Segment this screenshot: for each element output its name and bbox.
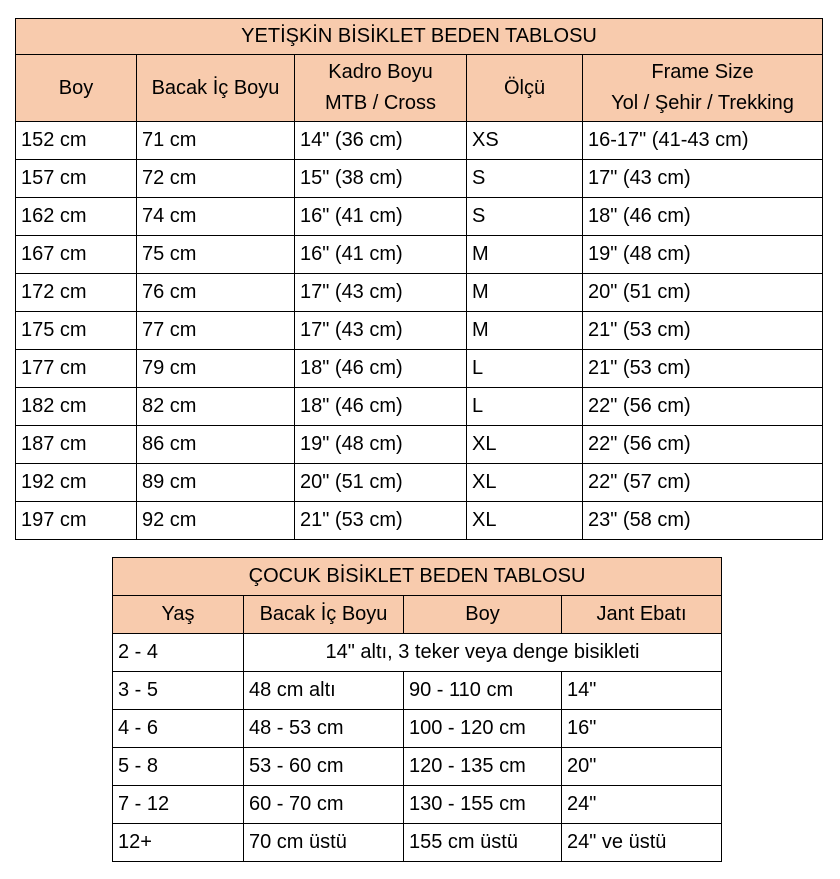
- table-row: [16, 198, 823, 236]
- table-cell: 82 cm: [137, 388, 295, 426]
- table-cell: L: [467, 350, 583, 388]
- adult-table-title: YETİŞKİN BİSİKLET BEDEN TABLOSU: [16, 19, 823, 55]
- table-row: [16, 312, 823, 350]
- table-row: [16, 502, 823, 540]
- table-row: [113, 824, 722, 862]
- adult-header-frame-road: Frame Size Yol / Şehir / Trekking: [583, 55, 823, 122]
- table-cell: 167 cm: [16, 236, 137, 274]
- table-cell: 18" (46 cm): [295, 388, 467, 426]
- table-cell: 152 cm: [16, 122, 137, 160]
- child-size-table: [112, 557, 722, 862]
- table-cell: 89 cm: [137, 464, 295, 502]
- table-cell: 17" (43 cm): [295, 274, 467, 312]
- table-cell: L: [467, 388, 583, 426]
- child-header-age: Yaş: [113, 596, 244, 634]
- table-cell: 20": [562, 748, 722, 786]
- adult-header-frame-mtb: Kadro Boyu MTB / Cross: [295, 55, 467, 122]
- table-cell: S: [467, 198, 583, 236]
- table-cell: 100 - 120 cm: [404, 710, 562, 748]
- child-table-title: ÇOCUK BİSİKLET BEDEN TABLOSU: [113, 558, 722, 596]
- table-cell: 3 - 5: [113, 672, 244, 710]
- table-cell: M: [467, 236, 583, 274]
- table-row: [16, 274, 823, 312]
- table-cell: 76 cm: [137, 274, 295, 312]
- table-cell: XL: [467, 426, 583, 464]
- table-cell: 4 - 6: [113, 710, 244, 748]
- table-cell: 16" (41 cm): [295, 236, 467, 274]
- table-cell: 130 - 155 cm: [404, 786, 562, 824]
- child-header-height: Boy: [404, 596, 562, 634]
- table-row: [16, 464, 823, 502]
- table-cell: 92 cm: [137, 502, 295, 540]
- table-cell-note: 14" altı, 3 teker veya denge bisikleti: [244, 634, 722, 672]
- table-cell: 74 cm: [137, 198, 295, 236]
- table-cell: 16" (41 cm): [295, 198, 467, 236]
- table-cell: 77 cm: [137, 312, 295, 350]
- table-cell: 16-17" (41-43 cm): [583, 122, 823, 160]
- table-cell: 23" (58 cm): [583, 502, 823, 540]
- table-cell: 53 - 60 cm: [244, 748, 404, 786]
- table-cell: 21" (53 cm): [583, 312, 823, 350]
- table-cell: 75 cm: [137, 236, 295, 274]
- table-cell: 17" (43 cm): [583, 160, 823, 198]
- child-header-inseam: Bacak İç Boyu: [244, 596, 404, 634]
- table-cell: 18" (46 cm): [583, 198, 823, 236]
- table-cell: M: [467, 274, 583, 312]
- table-row: [16, 426, 823, 464]
- table-cell: 7 - 12: [113, 786, 244, 824]
- table-cell: 162 cm: [16, 198, 137, 236]
- table-cell: 157 cm: [16, 160, 137, 198]
- table-cell: 18" (46 cm): [295, 350, 467, 388]
- table-cell: M: [467, 312, 583, 350]
- table-cell: 20" (51 cm): [295, 464, 467, 502]
- table-cell: 21" (53 cm): [295, 502, 467, 540]
- table-cell: 60 - 70 cm: [244, 786, 404, 824]
- table-cell: 172 cm: [16, 274, 137, 312]
- table-row: [16, 388, 823, 426]
- table-row: [113, 672, 722, 710]
- table-cell: 21" (53 cm): [583, 350, 823, 388]
- table-cell: 14": [562, 672, 722, 710]
- table-cell: 155 cm üstü: [404, 824, 562, 862]
- table-cell: 17" (43 cm): [295, 312, 467, 350]
- table-cell: 197 cm: [16, 502, 137, 540]
- table-cell: 20" (51 cm): [583, 274, 823, 312]
- table-cell: 5 - 8: [113, 748, 244, 786]
- adult-header-inseam: Bacak İç Boyu: [137, 55, 295, 122]
- table-cell: 22" (56 cm): [583, 426, 823, 464]
- adult-size-table: [15, 18, 823, 540]
- table-cell: 70 cm üstü: [244, 824, 404, 862]
- table-cell: S: [467, 160, 583, 198]
- table-cell: 48 - 53 cm: [244, 710, 404, 748]
- table-cell: 19" (48 cm): [583, 236, 823, 274]
- table-row: [113, 786, 722, 824]
- child-header-wheel: Jant Ebatı: [562, 596, 722, 634]
- table-row: [113, 748, 722, 786]
- table-cell: 24": [562, 786, 722, 824]
- table-cell: 48 cm altı: [244, 672, 404, 710]
- table-cell: 177 cm: [16, 350, 137, 388]
- table-cell: 71 cm: [137, 122, 295, 160]
- table-cell: 86 cm: [137, 426, 295, 464]
- table-row: [16, 350, 823, 388]
- table-row: [113, 710, 722, 748]
- table-cell: 120 - 135 cm: [404, 748, 562, 786]
- table-cell: 14" (36 cm): [295, 122, 467, 160]
- table-cell: 19" (48 cm): [295, 426, 467, 464]
- table-cell: 15" (38 cm): [295, 160, 467, 198]
- table-cell: 22" (56 cm): [583, 388, 823, 426]
- table-row: [16, 122, 823, 160]
- table-cell: 192 cm: [16, 464, 137, 502]
- table-cell: XL: [467, 464, 583, 502]
- table-row: [16, 160, 823, 198]
- table-cell: 22" (57 cm): [583, 464, 823, 502]
- table-row: [16, 236, 823, 274]
- adult-header-size: Ölçü: [467, 55, 583, 122]
- table-cell: 90 - 110 cm: [404, 672, 562, 710]
- table-cell: 12+: [113, 824, 244, 862]
- table-cell: 24" ve üstü: [562, 824, 722, 862]
- table-cell: 175 cm: [16, 312, 137, 350]
- table-cell: 187 cm: [16, 426, 137, 464]
- table-cell: 182 cm: [16, 388, 137, 426]
- adult-header-boy: Boy: [16, 55, 137, 122]
- table-cell: 79 cm: [137, 350, 295, 388]
- table-cell: 2 - 4: [113, 634, 244, 672]
- table-cell: 16": [562, 710, 722, 748]
- table-cell: XL: [467, 502, 583, 540]
- table-cell: 72 cm: [137, 160, 295, 198]
- table-cell: XS: [467, 122, 583, 160]
- table-row: [113, 634, 722, 672]
